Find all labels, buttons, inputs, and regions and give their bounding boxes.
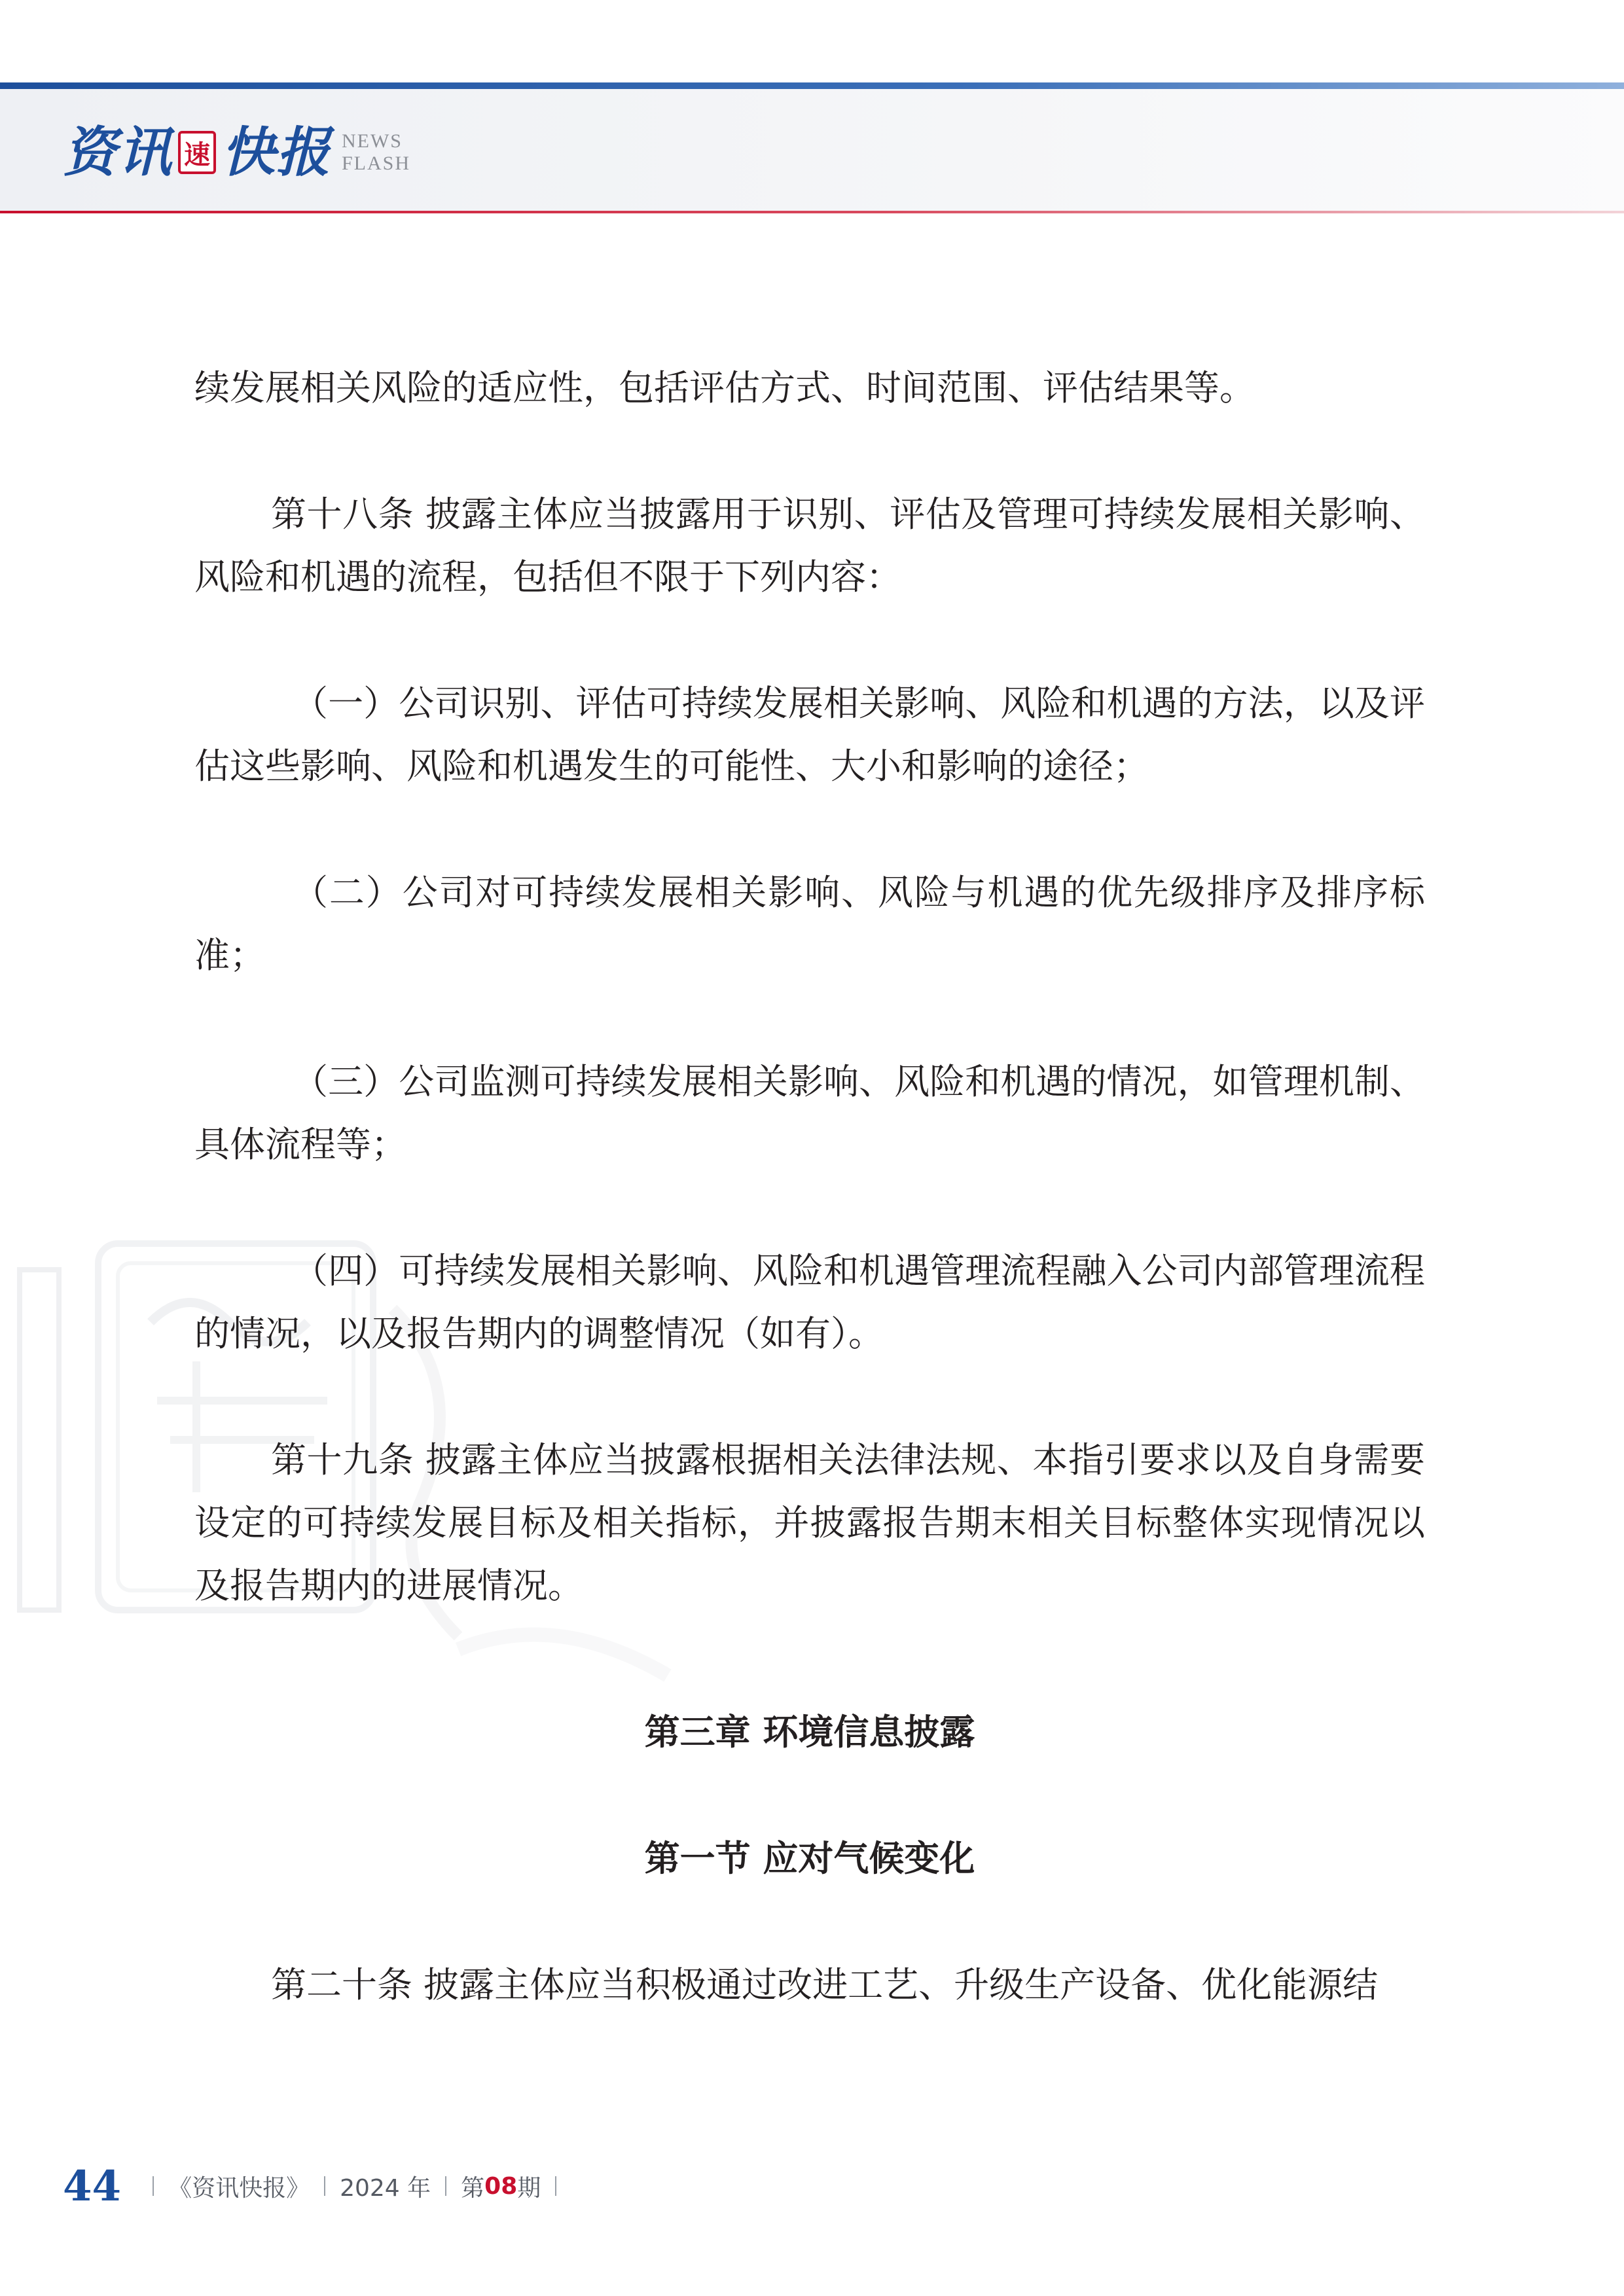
publication-logo bbox=[63, 117, 410, 188]
article-18-item-3: （三）公司监测可持续发展相关影响、风险和机遇的情况，如管理机制、具体流程等； bbox=[194, 1061, 1425, 1165]
seal-icon: 速 bbox=[178, 131, 216, 174]
article-body bbox=[194, 357, 1425, 2080]
chapter-heading: 第三章 环境信息披露 bbox=[644, 1712, 975, 1753]
publication-name: 《资讯快报》 bbox=[168, 2174, 310, 2202]
footer-divider bbox=[153, 2176, 154, 2196]
article-19: 第十九条 披露主体应当披露根据相关法律法规、本指引要求以及自身需要设定的可持续发展目标及相关指标，并披露报告期末相关目标整体实现情况以及报告期内的进展情况。 bbox=[194, 1439, 1425, 1606]
article-18: 第十八条 披露主体应当披露用于识别、评估及管理可持续发展相关影响、风险和机遇的流程，包括但不限于下列内容： bbox=[194, 493, 1425, 598]
issue-prefix: 第 bbox=[461, 2174, 485, 2202]
footer-divider bbox=[324, 2176, 325, 2196]
logo-text-part2: 快报 bbox=[221, 121, 331, 184]
flash-label: FLASH bbox=[342, 152, 411, 174]
header-top-bar bbox=[0, 82, 1624, 89]
section-heading: 第一节 应对气候变化 bbox=[644, 1838, 975, 1879]
page-number: 44 bbox=[63, 2161, 122, 2211]
article-18-item-4: （四）可持续发展相关影响、风险和机遇管理流程融入公司内部管理流程的情况，以及报告期内的调整情况（如有）。 bbox=[194, 1250, 1425, 1354]
article-18-item-2: （二）公司对可持续发展相关影响、风险与机遇的优先级排序及排序标准； bbox=[194, 872, 1425, 976]
footer-divider bbox=[445, 2176, 446, 2196]
news-flash-label bbox=[342, 130, 410, 175]
issue-suffix: 期 bbox=[517, 2174, 541, 2202]
page-footer bbox=[63, 2160, 571, 2212]
paragraph-continuation: 续发展相关风险的适应性，包括评估方式、时间范围、评估结果等。 bbox=[194, 367, 1255, 408]
issue-year: 2024 年 bbox=[340, 2174, 431, 2202]
logo-text-part1: 资讯 bbox=[63, 121, 173, 184]
header-rule bbox=[0, 211, 1624, 213]
issue-number: 08 bbox=[484, 2172, 518, 2200]
article-20: 第二十条 披露主体应当积极通过改进工艺、升级生产设备、优化能源结 bbox=[271, 1964, 1379, 2005]
footer-divider bbox=[555, 2176, 556, 2196]
news-label: NEWS bbox=[342, 130, 403, 152]
article-18-item-1: （一）公司识别、评估可持续发展相关影响、风险和机遇的方法，以及评估这些影响、风险和机遇发生的可能性、大小和影响的途径； bbox=[194, 683, 1425, 787]
